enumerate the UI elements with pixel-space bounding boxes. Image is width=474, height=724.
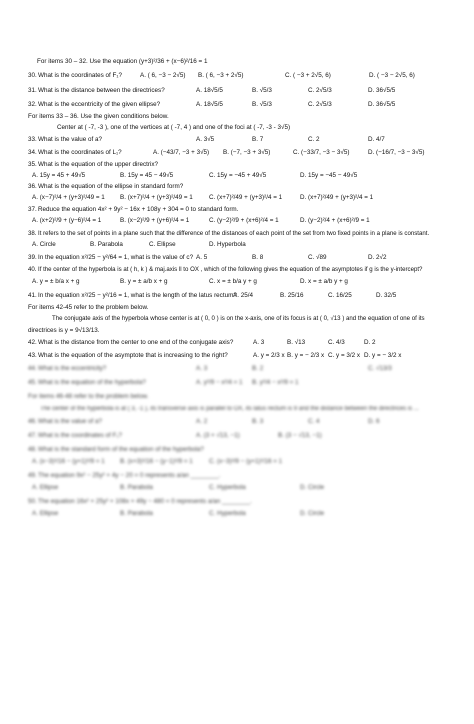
option-d: D. 32/5	[376, 292, 397, 299]
question-text: What is the coordinates of L₁?	[38, 149, 122, 156]
option-c: C. x = ± b/a y + g	[209, 278, 257, 285]
option-d: D. 2	[364, 339, 376, 346]
option-c: C. 16/25	[328, 292, 352, 299]
option-b: B. √13	[287, 339, 306, 346]
option-d: D. (−16/7, −3 − 3√5)	[368, 149, 425, 156]
option-c: C. 4	[308, 418, 320, 425]
question-text: What is the eccentricity?	[38, 365, 107, 372]
option-a: A. y = ± b/a x + g	[32, 278, 80, 285]
question-number: 49.	[28, 472, 37, 479]
intro-46-48: For items 46-48 refer to the problem below.	[28, 393, 149, 400]
option-c: C. Ellipse	[149, 241, 176, 248]
question-number: 37.	[28, 206, 37, 213]
question-text: If the center of the hyperbola is at ( h, k ) & maj.axis ll to OX , which of the following gives the equation of the asymptotes if g is the y-intercept?	[38, 266, 423, 273]
option-b: B. y = ± a/b x + g	[120, 278, 168, 285]
question-number: 41.	[28, 292, 37, 299]
option-a: A. 2	[196, 418, 208, 425]
question-text: What is the coordinates of F₁?	[38, 72, 123, 79]
option-a: A. (3 + √13, −1)	[196, 432, 240, 439]
option-a: A. (−43/7, −3 + 3√5)	[153, 149, 210, 156]
option-a: A. 3√5	[196, 136, 215, 143]
question-text: What is the value of a?	[38, 418, 103, 425]
option-b: B. (3 − √13, −1)	[278, 432, 322, 439]
option-b: B. (x+7)²/4 + (y+3)²/49 = 1	[120, 194, 193, 201]
option-d: D. Hyperbola	[209, 241, 246, 248]
option-c: C. 2√5/3	[308, 87, 332, 94]
option-c: C. 2√5/3	[308, 101, 332, 108]
problem-text-2: directrices is y = 9√13/13.	[28, 327, 100, 334]
option-a: A. (x−7)²/4 + (y+3)²/49 = 1	[32, 194, 105, 201]
question-number: 34.	[28, 149, 37, 156]
question-number: 33.	[28, 136, 37, 143]
option-c: C. (x−3)²/9 − (y+1)²/16 = 1	[209, 458, 283, 465]
option-a: A. 18√5/5	[196, 101, 223, 108]
question-number: 48.	[28, 446, 37, 453]
question-number: 44.	[28, 365, 37, 372]
option-c: C. y = 3/2 x	[328, 352, 361, 359]
question-text: The equation 9x² − 25y² + 4y − 20 = 0 represents a/an ________.	[38, 472, 221, 479]
question-text: In the equation x²/25 − y²/64 = 1, what is the value of c?	[38, 254, 194, 261]
option-c: C. 4/3	[328, 339, 345, 346]
option-c: C. Hyperbola	[209, 484, 246, 491]
option-a: A. y = 2/3 x	[253, 352, 285, 359]
option-d: D. 36√5/5	[368, 87, 396, 94]
question-text: What is the distance from the center to one end of the conjugate axis?	[38, 339, 234, 346]
option-d: D. Circle	[300, 484, 325, 491]
option-c: C. 2	[308, 136, 320, 143]
problem-46-48: The center of the hyperbola is at ( 3, -1 ), its transverse axis is parallel to OX, its latus rectum is 9 and the distance between the directrices is ...	[40, 406, 419, 412]
question-text: What is the equation of the asymptote that is increasing to the right?	[38, 352, 228, 359]
question-text: The equation 16x² + 25y² + 108x + 49y − 480 = 0 represents a/an ________.	[38, 498, 252, 505]
option-a: A. y²/9 − x²/4 = 1	[196, 379, 243, 386]
option-b: B. 3	[252, 418, 264, 425]
option-b: B. ( 6, −3 + 2√5)	[198, 72, 244, 79]
question-text: What is the equation of the upper directrix?	[38, 161, 159, 168]
option-b: B. (x−2)²/9 + (y+6)²/4 = 1	[120, 217, 190, 224]
question-number: 32.	[28, 101, 37, 108]
option-c: C. Hyperbola	[209, 510, 246, 517]
question-number: 38.	[28, 230, 37, 237]
question-number: 50.	[28, 498, 37, 505]
option-d: D. x = ± a/b y + g	[300, 278, 348, 285]
intro-30-32: For items 30 – 32. Use the equation (y+3)²/36 + (x−6)²/16 = 1	[37, 58, 208, 65]
question-number: 43.	[28, 352, 37, 359]
option-a: A. (x−3)²/16 − (y+1)²/9 = 1	[32, 458, 105, 465]
question-number: 46.	[28, 418, 37, 425]
question-number: 39.	[28, 254, 37, 261]
intro-33-36: For items 33 – 36. Use the given conditions below.	[28, 113, 169, 120]
option-a: A. 3	[196, 365, 208, 372]
question-text: What is the distance between the directrices?	[38, 87, 165, 94]
option-d: D. Circle	[300, 510, 325, 517]
option-b: B. y²/4 − x²/9 = 1	[252, 379, 299, 386]
conditions-line: Center at ( -7, -3 ), one of the vertices at ( -7, 4 ) and one of the foci at ( -7, -3 - 3√5)	[57, 124, 291, 131]
option-c: C. ( −3 + 2√5, 6)	[285, 72, 331, 79]
option-b: B. √5/3	[252, 87, 272, 94]
option-b: B. Parabola	[90, 241, 123, 248]
question-number: 40.	[28, 266, 37, 273]
question-number: 47.	[28, 432, 37, 439]
option-c: C. (y−2)²/9 + (x+6)²/4 = 1	[209, 217, 279, 224]
option-d: D. 4/7	[368, 136, 385, 143]
option-a: A. 15y = 45 + 49√5	[32, 172, 86, 179]
option-b: B. y = − 2/3 x	[287, 352, 325, 359]
option-a: A. Ellipse	[32, 510, 59, 517]
option-b: B. Parabola	[120, 510, 153, 517]
option-a: A. Circle	[32, 241, 56, 248]
question-number: 42.	[28, 339, 37, 346]
option-a: A. ( 6, −3 − 2√5)	[140, 72, 186, 79]
option-d: D. y = − 3/2 x	[364, 352, 402, 359]
question-text: What is the equation of the ellipse in standard form?	[38, 183, 184, 190]
intro-42-45: For items 42-45 refer to the problem below.	[28, 304, 149, 311]
option-d: D. (x+7)²/49 + (y+3)²/4 = 1	[300, 194, 374, 201]
option-a: A. Ellipse	[32, 484, 59, 491]
option-c: C. √89	[308, 254, 327, 261]
option-b: B. 2	[252, 365, 264, 372]
question-text: It refers to the set of points in a plane such that the difference of the distances of each point of the set from two fixed points in a plane is constant.	[38, 230, 430, 237]
option-a: A. 3	[253, 339, 265, 346]
option-b: B. (−7, −3 + 3√5)	[223, 149, 271, 156]
option-c: C. (−33/7, −3 − 3√5)	[293, 149, 350, 156]
option-a: A. 18√5/5	[196, 87, 223, 94]
option-d: D. (y−2)²/4 + (x+6)²/9 = 1	[300, 217, 370, 224]
question-text: What is the standard form of the equation of the hyperbola?	[38, 446, 204, 453]
option-b: B. √5/3	[252, 101, 272, 108]
option-a: A. (x+2)²/9 + (y−6)²/4 = 1	[32, 217, 102, 224]
question-number: 36.	[28, 183, 37, 190]
option-d: D. 2√2	[368, 254, 387, 261]
question-text: Reduce the equation 4x² + 9y² − 16x + 108y + 304 = 0 to standard form.	[38, 206, 239, 213]
option-d: D. 36√5/5	[368, 101, 396, 108]
option-a: A. 5	[196, 254, 208, 261]
option-b: B. 15y = 45 − 49√5	[120, 172, 174, 179]
option-d: D. 6	[368, 418, 380, 425]
option-b: B. Parabola	[120, 484, 153, 491]
option-a: A. 25/4	[233, 292, 253, 299]
option-d: D. 15y = −45 − 49√5	[300, 172, 358, 179]
option-d: D. ( −3 − 2√5, 6)	[369, 72, 415, 79]
option-b: B. 25/16	[280, 292, 304, 299]
question-text: What is the eccentricity of the given ellipse?	[38, 101, 161, 108]
question-number: 35.	[28, 161, 37, 168]
question-number: 45.	[28, 379, 37, 386]
option-b: B. 8	[252, 254, 264, 261]
question-text: In the equation x²/25 − y²/16 = 1, what is the length of the latus rectum?	[38, 292, 237, 299]
question-text: What is the value of a?	[38, 136, 103, 143]
question-text: What is the equation of the hyperbola?	[38, 379, 146, 386]
problem-text: The conjugate axis of the hyperbola whose center is at ( 0, 0 ) is on the x-axis, one of its focus is at ( 0, √13 ) and the equation of one of its	[52, 315, 425, 322]
question-number: 30.	[28, 72, 37, 79]
option-c: C. √13/3	[368, 365, 392, 372]
option-b: B. (x+3)²/16 − (y−1)²/9 = 1	[120, 458, 193, 465]
option-c: C. 15y = −45 + 49√5	[209, 172, 267, 179]
option-c: C. (x+7)²/49 + (y+3)²/4 = 1	[209, 194, 283, 201]
question-text: What is the coordinates of F₁?	[38, 432, 123, 439]
question-number: 31.	[28, 87, 37, 94]
option-b: B. 7	[252, 136, 264, 143]
